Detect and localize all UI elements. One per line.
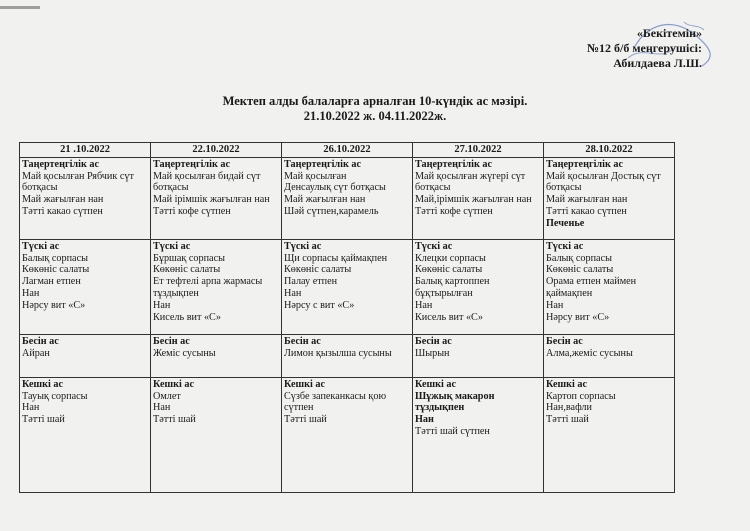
dish-line: Май жағылған нан	[546, 194, 628, 206]
approval-name: Абилдаева Л.Ш.	[613, 56, 702, 70]
meal-title: Кешкі ас	[415, 378, 456, 390]
lunch-cell	[20, 239, 151, 334]
dish-line: Тәтті шай сүтпен	[415, 425, 490, 437]
dinner-cell	[20, 377, 151, 492]
meal-title: Бесін ас	[415, 335, 452, 347]
dish-line: Тәтті какао сүтпен	[22, 205, 103, 217]
dish-line: Май,ірімшік жағылған нан	[415, 194, 532, 206]
meal-title: Кешкі ас	[284, 378, 325, 390]
dish-line: Тәтті шай	[22, 414, 65, 426]
snack-cell	[151, 334, 282, 377]
dish-line: Кисель вит «С»	[415, 311, 483, 323]
dish-line: Көкөніс салаты	[415, 264, 483, 276]
snack-cell	[413, 334, 544, 377]
dish-line: Омлет	[153, 390, 181, 402]
dish-line: Нан	[415, 299, 433, 311]
breakfast-cell	[20, 157, 151, 239]
meal-title: Таңертеңгілік ас	[415, 158, 492, 170]
date-header: 22.10.2022	[151, 143, 282, 158]
dish-line: Көкөніс салаты	[22, 264, 90, 276]
dish-line: Май қосылған Достық сүт ботқасы	[546, 170, 661, 194]
dish-line: Нан	[22, 287, 40, 299]
dish-line: Нан	[153, 402, 171, 414]
dish-line: Көкөніс салаты	[153, 264, 221, 276]
dinner-row	[20, 377, 675, 492]
dish-line: Нан	[153, 299, 171, 311]
breakfast-cell	[151, 157, 282, 239]
menu-table	[19, 142, 675, 493]
dish-line: Нан,вафли	[546, 402, 592, 414]
dish-line: Тәтті шай	[153, 414, 196, 426]
dish-line: Нәрсу с вит «С»	[284, 299, 355, 311]
dish-line: Денсаулық сүт ботқасы	[284, 182, 386, 194]
meal-title: Бесін ас	[153, 335, 190, 347]
meal-title: Таңертеңгілік ас	[284, 158, 361, 170]
dish-line: Жеміс сусыны	[153, 347, 216, 359]
meal-title: Түскі ас	[22, 240, 60, 252]
dish-line: Май қосылған жүгері сүт ботқасы	[415, 170, 526, 194]
breakfast-row	[20, 157, 675, 239]
lunch-cell	[151, 239, 282, 334]
meal-title: Бесін ас	[284, 335, 321, 347]
snack-row	[20, 334, 675, 377]
breakfast-cell	[544, 157, 675, 239]
dish-line: Нан	[284, 287, 302, 299]
dish-line: Алма,жеміс сусыны	[546, 347, 633, 359]
dish-line: Балық картоппен бұқтырылған	[415, 276, 490, 299]
dish-line: Печенье	[546, 217, 585, 229]
dish-line: Ет тефтелі арпа жармасы тұздықпен	[153, 276, 263, 299]
dish-line: Май қосылған Рябчик сүт ботқасы	[22, 170, 134, 194]
dish-line: Шұжық макарон тұздықпен	[415, 390, 495, 414]
dish-line: Нәрсу вит «С»	[22, 299, 86, 311]
dish-line: Нан	[415, 414, 434, 426]
title-period: 21.10.2022 ж. 04.11.2022ж.	[303, 109, 447, 123]
dish-line: Тәтті какао сүтпен	[546, 205, 627, 217]
dish-line: Щи сорпасы қаймақпен	[284, 252, 388, 264]
approval-heading: «Бекітемін»	[636, 26, 702, 40]
dish-line: Шәй сүтпен,карамель	[284, 205, 379, 217]
dinner-cell	[413, 377, 544, 492]
dish-line: Лимон қызылша сусыны	[284, 347, 392, 359]
meal-title: Таңертеңгілік ас	[22, 158, 99, 170]
dish-line: Көкөніс салаты	[284, 264, 352, 276]
date-header: 21 .10.2022	[20, 143, 151, 158]
dish-line: Нан	[22, 402, 40, 414]
snack-cell	[282, 334, 413, 377]
dish-line: Тәтті шай	[284, 414, 327, 426]
lunch-cell	[282, 239, 413, 334]
date-header: 28.10.2022	[544, 143, 675, 158]
meal-title: Бесін ас	[22, 335, 59, 347]
dish-line: Сүзбе запеканкасы қою сүтпен	[284, 390, 387, 414]
breakfast-cell	[413, 157, 544, 239]
meal-title: Кешкі ас	[153, 378, 194, 390]
breakfast-cell	[282, 157, 413, 239]
dinner-cell	[544, 377, 675, 492]
dinner-cell	[151, 377, 282, 492]
dish-line: Балық сорпасы	[546, 252, 612, 264]
meal-title: Түскі ас	[415, 240, 453, 252]
dish-line: Айран	[22, 347, 50, 359]
lunch-cell	[413, 239, 544, 334]
meal-title: Кешкі ас	[22, 378, 63, 390]
snack-cell	[544, 334, 675, 377]
dish-line: Май жағылған нан	[284, 194, 366, 206]
approval-block	[587, 26, 702, 71]
meal-title: Түскі ас	[284, 240, 322, 252]
lunch-cell	[544, 239, 675, 334]
scan-edge-mark	[0, 6, 40, 9]
document-title	[0, 94, 750, 124]
title-line: Мектеп алды балаларға арналған 10-күндік ас мәзірі.	[222, 94, 528, 108]
meal-title: Таңертеңгілік ас	[153, 158, 230, 170]
dish-line: Лагман етпен	[22, 276, 81, 288]
dish-line: Тәтті кофе сүтпен	[153, 205, 231, 217]
meal-title: Бесін ас	[546, 335, 583, 347]
dish-line: Бұршақ сорпасы	[153, 252, 225, 264]
dish-line: Кисель вит «С»	[153, 311, 221, 323]
dish-line: Балық сорпасы	[22, 252, 88, 264]
dish-line: Май қосылған бидай сүт ботқасы	[153, 170, 261, 194]
snack-cell	[20, 334, 151, 377]
dish-line: Клецки сорпасы	[415, 252, 486, 264]
dish-line: Нәрсу вит «С»	[546, 311, 610, 323]
dish-line: Нан	[546, 299, 564, 311]
dish-line: Май ірімшік жағылған нан	[153, 194, 270, 206]
date-header: 27.10.2022	[413, 143, 544, 158]
dish-line: Май жағылған нан	[22, 194, 104, 206]
dinner-cell	[282, 377, 413, 492]
dish-line: Май қосылған	[284, 170, 347, 182]
dish-line: Тауық сорпасы	[22, 390, 88, 402]
meal-title: Түскі ас	[153, 240, 191, 252]
dish-line: Палау етпен	[284, 276, 338, 288]
meal-title: Таңертеңгілік ас	[546, 158, 623, 170]
dish-line: Тәтті шай	[546, 414, 589, 426]
meal-title: Кешкі ас	[546, 378, 587, 390]
dish-line: Көкөніс салаты	[546, 264, 614, 276]
dish-line: Шырын	[415, 347, 450, 359]
lunch-row	[20, 239, 675, 334]
approval-position: №12 б/б меңгерушісі:	[586, 41, 702, 55]
dish-line: Картоп сорпасы	[546, 390, 616, 402]
date-header: 26.10.2022	[282, 143, 413, 158]
dish-line: Тәтті кофе сүтпен	[415, 205, 493, 217]
dish-line: Орама етпен маймен қаймақпен	[546, 276, 637, 299]
date-header-row	[20, 143, 675, 158]
meal-title: Түскі ас	[546, 240, 584, 252]
